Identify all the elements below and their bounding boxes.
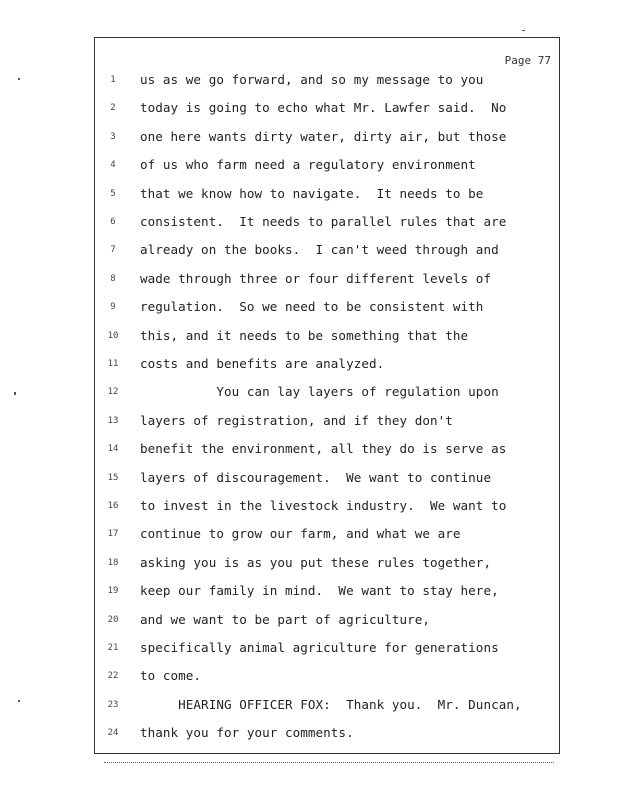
line-number: 21 bbox=[107, 643, 119, 653]
bottom-rule bbox=[104, 762, 554, 763]
transcript-line: HEARING OFFICER FOX: Thank you. Mr. Duncan, bbox=[140, 696, 522, 712]
transcript-line: wade through three or four different levels of bbox=[140, 270, 492, 286]
line-number: 11 bbox=[107, 359, 119, 369]
line-number: 23 bbox=[107, 699, 119, 710]
line-number: 17 bbox=[107, 529, 119, 540]
transcript-line: layers of discouragement. We want to continue bbox=[140, 469, 492, 485]
transcript-line: and we want to be part of agriculture, bbox=[140, 611, 431, 627]
transcript-line: regulation. So we need to be consistent with bbox=[140, 299, 484, 315]
line-number: 13 bbox=[107, 415, 119, 426]
transcript-line: already on the books. I can't weed through and bbox=[140, 242, 499, 258]
line-number: 14 bbox=[107, 444, 119, 455]
scan-speck bbox=[18, 700, 20, 702]
line-number: 24 bbox=[107, 728, 119, 739]
scan-speck bbox=[522, 30, 525, 31]
scan-speck bbox=[14, 392, 16, 395]
transcript-line: costs and benefits are analyzed. bbox=[140, 356, 385, 371]
transcript-line: today is going to echo what Mr. Lawfer said. No bbox=[140, 100, 507, 116]
line-number: 12 bbox=[107, 387, 119, 398]
line-number: 20 bbox=[107, 614, 119, 625]
transcript-line: consistent. It needs to parallel rules that are bbox=[140, 214, 507, 229]
line-number: 15 bbox=[107, 472, 119, 483]
line-number: 3 bbox=[110, 131, 116, 142]
transcript-page-frame bbox=[94, 37, 560, 754]
line-number: 5 bbox=[110, 188, 116, 199]
line-number: 6 bbox=[110, 217, 116, 227]
line-number: 9 bbox=[110, 302, 116, 313]
transcript-line: continue to grow our farm, and what we are bbox=[140, 526, 461, 542]
transcript-line: benefit the environment, all they do is serve as bbox=[140, 441, 507, 457]
line-number: 19 bbox=[107, 586, 119, 597]
line-number: 4 bbox=[110, 160, 116, 171]
scan-speck bbox=[18, 78, 20, 80]
transcript-line: to invest in the livestock industry. We want to bbox=[140, 498, 507, 513]
transcript-line: us as we go forward, and so my message to you bbox=[140, 72, 484, 87]
transcript-line: this, and it needs to be something that the bbox=[140, 327, 469, 343]
transcript-line: layers of registration, and if they don't bbox=[140, 412, 453, 428]
transcript-line: keep our family in mind. We want to stay here, bbox=[140, 583, 499, 599]
line-number: 18 bbox=[107, 557, 119, 568]
line-number: 16 bbox=[107, 501, 119, 511]
line-number: 7 bbox=[110, 245, 116, 256]
line-number: 10 bbox=[107, 330, 119, 341]
transcript-line: of us who farm need a regulatory environment bbox=[140, 157, 476, 173]
line-number: 8 bbox=[110, 273, 116, 284]
line-number: 22 bbox=[107, 671, 119, 682]
transcript-line: You can lay layers of regulation upon bbox=[140, 384, 499, 400]
line-number: 2 bbox=[110, 103, 116, 114]
page-number: Page 77 bbox=[504, 54, 551, 67]
transcript-line: one here wants dirty water, dirty air, but those bbox=[140, 128, 507, 144]
transcript-line: thank you for your comments. bbox=[140, 725, 354, 741]
transcript-line: asking you is as you put these rules together, bbox=[140, 554, 492, 570]
transcript-line: to come. bbox=[140, 668, 202, 684]
transcript-line: that we know how to navigate. It needs to be bbox=[140, 185, 484, 201]
line-number: 1 bbox=[110, 75, 116, 85]
transcript-line: specifically animal agriculture for generations bbox=[140, 640, 499, 655]
